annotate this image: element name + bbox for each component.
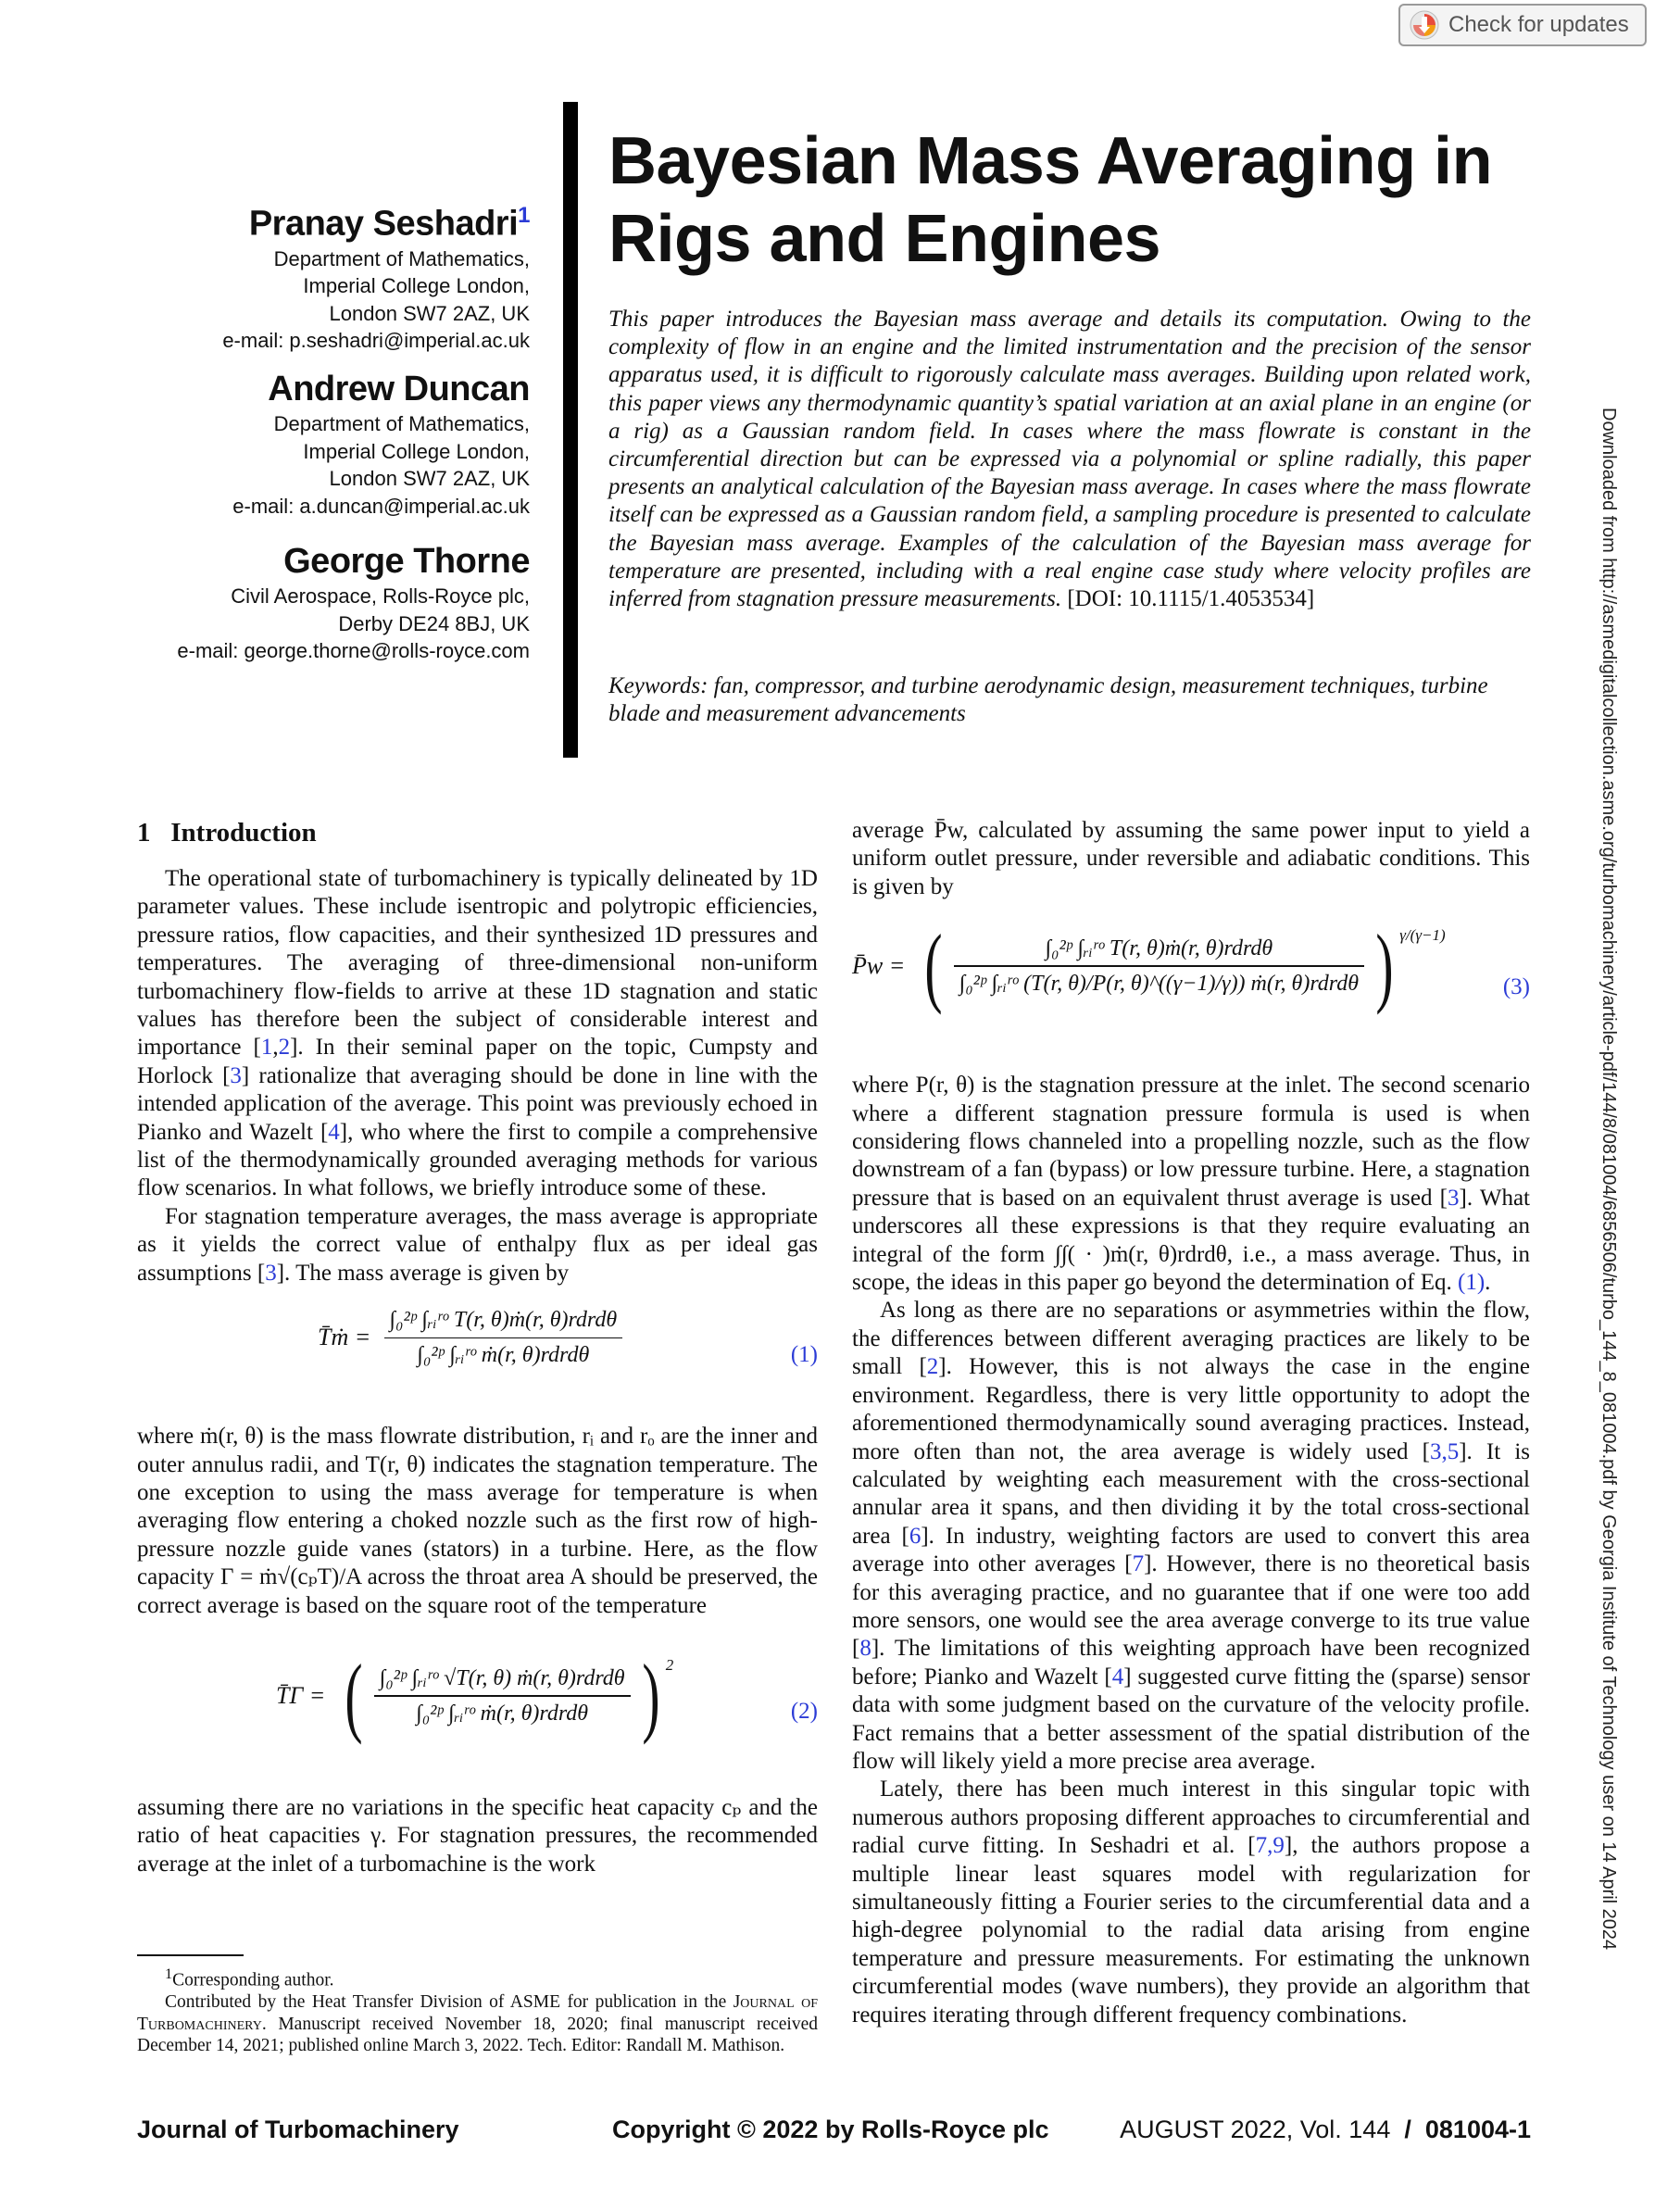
paragraph: For stagnation temperature averages, the mass average is appropriate as it yields the correct value of enthalpy flux as per ideal gas assumptions [3]. The mass average is given by <box>137 1203 818 1286</box>
citation-link[interactable]: 4 <box>328 1119 340 1145</box>
author-footnote-marker[interactable]: 1 <box>518 203 530 228</box>
citation-link[interactable]: 6 <box>909 1523 921 1549</box>
author-name: Andrew Duncan <box>268 370 530 408</box>
footnote-line: Contributed by the Heat Transfer Division of ASME for publication in the Journal of Turbomachinery. Manuscript received November 18, 2020; final manuscript received December 14, 2021; published online March 3, 2022. Tech. Editor: Randall M. Mathison. <box>137 1992 818 2055</box>
equation-fraction <box>384 1306 623 1369</box>
author-affiliation-line: Imperial College London, <box>303 439 530 463</box>
check-for-updates-label: Check for updates <box>1448 12 1629 37</box>
paragraph: As long as there are no separations or asymmetries within the flow, the differences between different averaging practices are likely to be small [2]. However, this is not always the case in the engine environment. Regardless, there is very little opportunity to adopt the aforementioned thermodynamically sound averaging practices. Instead, more often than not, the area average is widely used [3,5]. It is calculated by weighting each measurement with the cross-sectional annular area it spans, and then dividing it by the total cross-sectional area [6]. In industry, weighting factors are used to convert this area average into other averages [7]. However, there is no theoretical basis for this averaging practice, and no guarantee that if one were too add more sensors, one would see the area average converge to its true value [8]. The limitations of this weighting approach have been recognized before; Pianko and Wazelt [4] suggested curve fitting the (sparse) sensor data with some judgment based on the curvature of the velocity profile. Fact remains that a better assessment of the spatial distribution of the flow will likely yield a more precise area average. <box>852 1298 1530 1774</box>
equation-number: (3) <box>1502 974 1530 1000</box>
equation-numerator: ∫₀²ᵖ ∫ᵣᵢʳᵒ T(r, θ)ṁ(r, θ)rdrdθ <box>1045 936 1273 961</box>
footer-copyright: Copyright © 2022 by Rolls-Royce plc <box>612 2116 1049 2143</box>
citation-link[interactable]: 3,5 <box>1429 1438 1460 1464</box>
citation-link[interactable]: 2 <box>926 1354 939 1380</box>
author-affiliation-line: Derby DE24 8BJ, UK <box>338 611 530 635</box>
author-email: e-mail: george.thorne@rolls-royce.com <box>177 639 530 662</box>
paper-title: Bayesian Mass Averaging in Rigs and Engines <box>608 124 1493 276</box>
equation-exponent: γ/(γ−1) <box>1399 926 1446 945</box>
section-heading: 1 Introduction <box>137 818 317 848</box>
title-rule <box>563 102 578 758</box>
equation-3: P̄w = ( $\frac{\text{∫₀²ᵖ ∫ᵣᵢʳᵒ T(r, θ)ṁ(r, θ)rdrdθ}}{\text{∫₀²ᵖ ∫ᵣᵢʳᵒ (T(r, θ)/P(r, θ)\textasciicircum{}((γ−1)/γ)) ṁ(r, θ)rdrdθ}}$ ) $^{\gamma/(\gamma-1)}$ (3) <box>852 916 1530 1016</box>
author-affiliation-line: London SW7 2AZ, UK <box>329 467 530 490</box>
author-block-2 <box>232 368 530 520</box>
author-affiliation-line: Civil Aerospace, Rolls-Royce plc, <box>231 584 530 608</box>
citation-link[interactable]: 7 <box>1132 1551 1145 1577</box>
equation-numerator: ∫₀²ᵖ ∫ᵣᵢʳᵒ T(r, θ)ṁ(r, θ)rdrdθ <box>389 1308 618 1333</box>
equation-link[interactable]: (1) <box>1458 1270 1486 1296</box>
equation-lhs: T̄Γ = <box>276 1681 326 1709</box>
equation-denominator: ∫₀²ᵖ ∫ᵣᵢʳᵒ (T(r, θ)/P(r, θ)^((γ−1)/γ)) ṁ(r, θ)rdrdθ <box>959 971 1360 996</box>
update-icon <box>1410 10 1439 40</box>
footer-issue: AUGUST 2022, Vol. 144 / 081004-1 <box>1120 2116 1531 2143</box>
paragraph: assuming there are no variations in the specific heat capacity cₚ and the ratio of heat capacities γ. For stagnation pressures, the recommended average at the inlet of a turbomachine is the work <box>137 1794 818 1877</box>
citation-link[interactable]: 2 <box>278 1035 291 1061</box>
equation-lhs: P̄w = <box>852 952 906 980</box>
page-footer <box>137 2116 1531 2149</box>
author-affiliation-line: London SW7 2AZ, UK <box>329 301 530 325</box>
citation-link[interactable]: 8 <box>859 1636 871 1662</box>
paragraph: where ṁ(r, θ) is the mass flowrate distribution, rᵢ and rₒ are the inner and outer annulus radii, and T(r, θ) indicates the stagnation temperature. The one exception to using the mass average for temperature is when averaging flow entering a choked nozzle such as the first row of high-pressure nozzle guide vanes (stators) in a turbine. Here, as the flow capacity Γ = ṁ√(cₚT)/A across the throat area A should be preserved, the correct average is based on the square root of the temperature <box>137 1424 818 1618</box>
author-block-1 <box>222 195 530 355</box>
author-block-3 <box>177 540 530 665</box>
equation-fraction <box>374 1664 631 1727</box>
abstract <box>608 306 1531 613</box>
paragraph: Lately, there has been much interest in this singular topic with numerous authors proposing different approaches to circumferential and radial curve fitting. In Seshadri et al. [7,9], the authors propose a multiple linear least squares model with regularization for simultaneously fitting a Fourier series to the circumferential data and a high-degree polynomial to the radial data arising from engine temperature and pressure measurements. For estimating the unknown circumferential modes (wave numbers), they provide an algorithm that requires iterating through different frequency combinations. <box>852 1777 1530 2028</box>
left-column <box>137 817 818 1878</box>
citation-link[interactable]: 3 <box>1448 1185 1460 1211</box>
author-email: e-mail: p.seshadri@imperial.ac.uk <box>222 329 530 353</box>
citation-link[interactable]: 1 <box>260 1035 273 1061</box>
citation-link[interactable]: 7,9 <box>1255 1833 1285 1859</box>
doi[interactable]: [DOI: 10.1115/1.4053534] <box>1067 586 1315 612</box>
page-number: 081004-1 <box>1424 2116 1531 2143</box>
journal-name: Journal of Turbomachinery <box>137 1992 818 2034</box>
author-affiliation-line: Department of Mathematics, <box>273 246 530 270</box>
author-email: e-mail: a.duncan@imperial.ac.uk <box>232 494 530 518</box>
author-name: Pranay Seshadri$^1$ <box>248 203 530 244</box>
author-affiliation-line: Imperial College London, <box>303 274 530 298</box>
keywords: Keywords: fan, compressor, and turbine aerodynamic design, measurement techniques, turbine blade and measurement advancements <box>608 673 1488 726</box>
equation-fraction <box>954 935 1364 998</box>
equation-denominator: ∫₀²ᵖ ∫ᵣᵢʳᵒ ṁ(r, θ)rdrdθ <box>417 1343 590 1367</box>
equation-number: (2) <box>790 1698 818 1724</box>
paragraph: The operational state of turbomachinery is typically delineated by 1D parameter values. These include isentropic and polytropic efficiencies, pressure ratios, flow capacities, and their synthesized 1D pressures and temperatures. The averaging of three-dimensional non-uniform turbomachinery flow-fields to arrive at these 1D stagnation and static values has therefore been the subject of considerable interest and importance [1,2]. In their seminal paper on the topic, Cumpsty and Horlock [3] rationalize that averaging should be done in line with the intended application of the average. This point was previously echoed in Pianko and Wazelt [4], who where the first to compile a comprehensive list of the thermodynamically grounded averaging methods for various flow scenarios. In what follows, we briefly introduce some of these. <box>137 866 819 1201</box>
paragraph: average P̄w, calculated by assuming the same power input to yield a uniform outlet pressure, under reversible and adiabatic conditions. This is given by <box>852 818 1530 899</box>
right-column <box>852 817 1530 2029</box>
footnote-rule <box>137 1954 244 1956</box>
abstract-text: This paper introduces the Bayesian mass average and details its computation. Owing to the complexity of flow in an engine and the limited instrumentation and the precision of the sensor apparatus used, it is difficult to rigorously calculate mass averages. Building upon related work, this paper views any thermodynamic quantity’s spatial variation at an axial plane in an engine (or a rig) as a Gaussian random field. In cases where the mass flowrate is constant in the circumferential direction but can be expressed via a polynomial or spline radially, this paper presents an analytical calculation of the Bayesian mass average. In cases where the mass flowrate itself can be expressed as a Gaussian random field, a sampling procedure is presented to calculate the Bayesian mass average. Examples of the calculation of the Bayesian mass average for temperature are presented, including with a real engine case study where velocity profiles are inferred from stagnation pressure measurements. <box>608 307 1531 612</box>
download-note-text: Downloaded from http://asmedigitalcollection.asme.org/turbomachinery/article-pdf/144/8/081004/6856506/turbo_144_8_081004.pdf by Georgia Institute of Technology user on 14 April 2024 <box>1599 408 1619 1951</box>
check-for-updates-button[interactable] <box>1398 4 1647 46</box>
footnote-line: $^1$Corresponding author. <box>165 1965 334 1990</box>
equation-2: T̄Γ = ( $\frac{\text{∫₀²ᵖ ∫ᵣᵢʳᵒ √T(r, θ) ṁ(r, θ)rdrdθ}}{\text{∫₀²ᵖ ∫ᵣᵢʳᵒ ṁ(r, θ)rdrdθ}}$ ) $^2$ (2) <box>276 1645 818 1745</box>
citation-link[interactable]: 4 <box>1111 1664 1124 1689</box>
equation-1 <box>137 1300 818 1410</box>
citation-link[interactable]: 3 <box>230 1062 242 1088</box>
author-affiliation-line: Department of Mathematics, <box>273 412 530 435</box>
paragraph: where P(r, θ) is the stagnation pressure at the inlet. The second scenario where a different stagnation pressure formula is used is when considering flows channeled into a propelling nozzle, such as the flow downstream of a fan (bypass) or low pressure turbine. Here, a stagnation pressure that is based on an equivalent thrust average is used [3]. What underscores all these expressions is that they require evaluating an integral of the form ∫∫( · )ṁ(r, θ)rdrdθ, i.e., a mass average. Thus, in scope, the ideas in this paper go beyond the determination of Eq. (1). <box>852 1073 1530 1296</box>
equation-lhs: T̄ṁ = <box>318 1324 371 1351</box>
footer-journal: Journal of Turbomachinery <box>137 2116 459 2143</box>
equation-number: (1) <box>790 1341 818 1367</box>
download-note <box>1595 408 1623 1951</box>
author-name: George Thorne <box>283 542 530 581</box>
equation-numerator: ∫₀²ᵖ ∫ᵣᵢʳᵒ √T(r, θ) ṁ(r, θ)rdrdθ <box>379 1665 625 1690</box>
citation-link[interactable]: 3 <box>265 1260 277 1286</box>
footnote <box>137 1964 818 2057</box>
equation-exponent: 2 <box>665 1655 674 1674</box>
equation-denominator: ∫₀²ᵖ ∫ᵣᵢʳᵒ ṁ(r, θ)rdrdθ <box>416 1701 589 1726</box>
